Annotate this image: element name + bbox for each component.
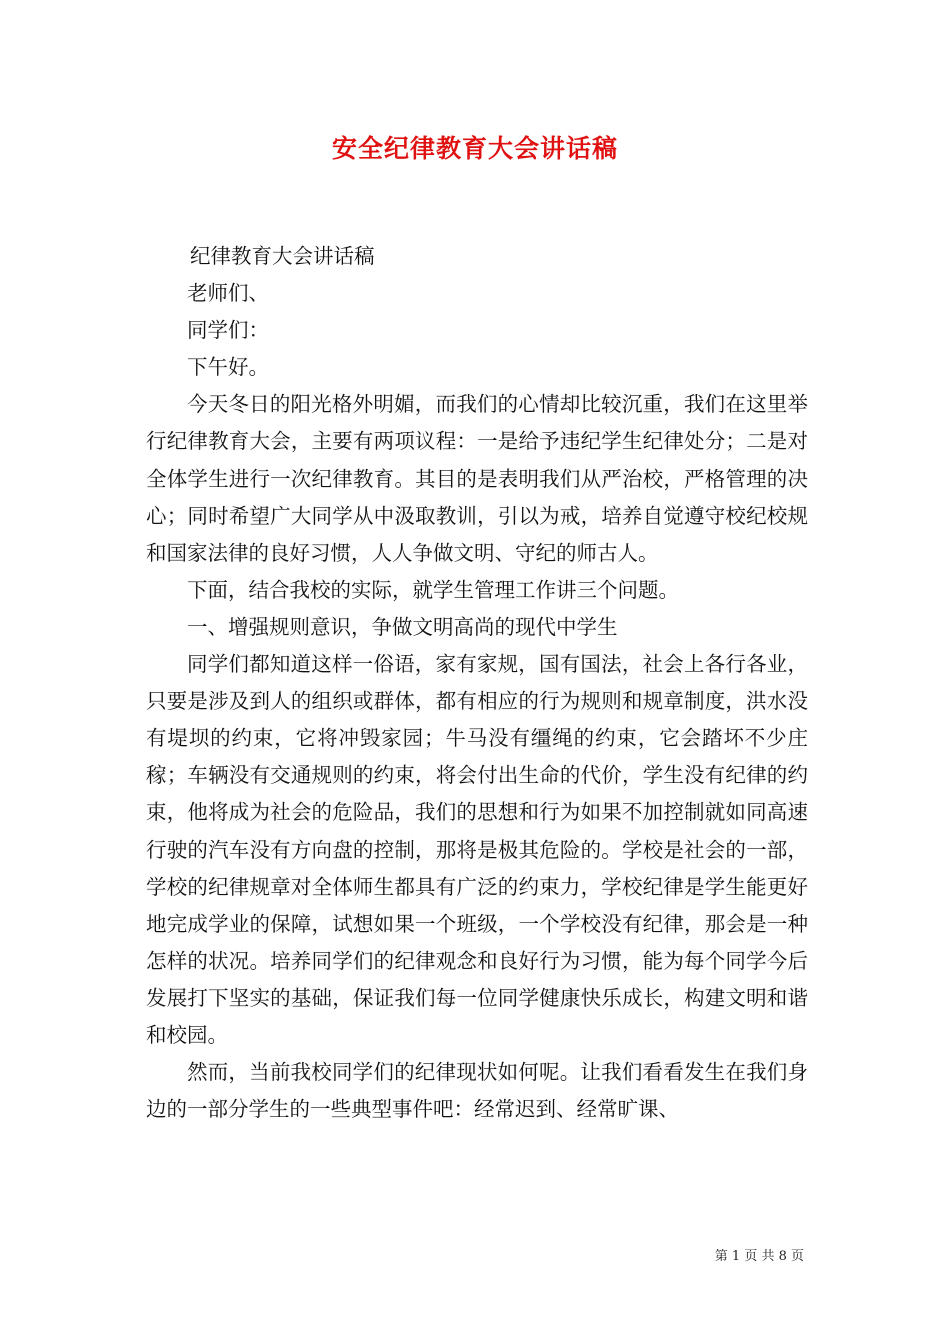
paragraph-topics: 下面，结合我校的实际，就学生管理工作讲三个问题。 [187, 577, 679, 602]
paragraph-intro: 今天冬日的阳光格外明媚，而我们的心情却比较沉重，我们在这里举行纪律教育大会，主要有两项议程：一是给予违纪学生纪律处分；二是对全体学生进行一次纪律教育。其目的是表明我们从严治校，严格管理的决心；同时希望广大同学从中汲取教训，引以为戒，培养自觉遵守校纪校规和国家法律的良好习惯，人人争做文明、守纪的师古人。 [146, 392, 808, 565]
paragraph-greeting-students: 同学们： [187, 318, 269, 343]
document-title: 安全纪律教育大会讲话稿 [331, 134, 618, 163]
document-body [146, 238, 808, 1128]
paragraph-rules: 同学们都知道这样一俗语，家有家规，国有国法，社会上各行各业，只要是涉及到人的组织或群体，都有相应的行为规则和规章制度，洪水没有堤坝的约束，它将冲毁家园；牛马没有缰绳的约束，它会踏坏不少庄稼；车辆没有交通规则的约束，将会付出生命的代价，学生没有纪律的约束，他将成为社会的危险品，我们的思想和行为如果不加控制就如同高速行驶的汽车没有方向盘的控制，那将是极其危险的。学校是社会的一部，学校的纪律规章对全体师生都具有广泛的约束力，学校纪律是学生能更好地完成学业的保障，试想如果一个班级，一个学校没有纪律，那会是一种怎样的状况。培养同学们的纪律观念和良好行为习惯，能为每个同学今后发展打下坚实的基础，保证我们每一位同学健康快乐成长，构建文明和谐和校园。 [146, 652, 808, 1047]
paragraph-subtitle: 纪律教育大会讲话稿 [190, 244, 375, 268]
page-indicator: 第 1 页 共 8 页 [714, 1249, 804, 1264]
paragraph-greeting-teachers: 老师们、 [187, 281, 269, 306]
paragraph-greeting-afternoon: 下午好。 [187, 355, 269, 380]
paragraph-section-heading: 一、增强规则意识，争做文明高尚的现代中学生 [187, 614, 618, 639]
paragraph-current-status: 然而，当前我校同学们的纪律现状如何呢。让我们看看发生在我们身边的一部分学生的一些典型事件吧：经常迟到、经常旷课、 [146, 1060, 808, 1122]
